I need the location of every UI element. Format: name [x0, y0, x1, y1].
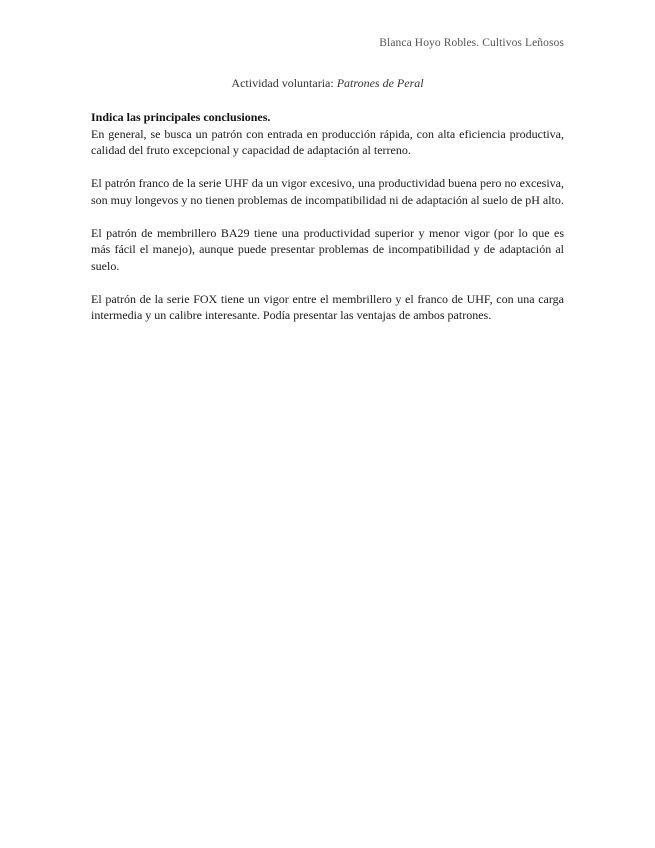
paragraph-ba29: El patrón de membrillero BA29 tiene una productividad superior y menor vigor (por lo que es más fácil el manejo), aunque puede presentar problemas de incompatibilidad y de adaptación al suelo. — [91, 225, 564, 273]
document-body — [91, 109, 564, 340]
title-prefix: Actividad voluntaria: — [231, 76, 337, 90]
document-title — [0, 76, 655, 91]
section-heading: Indica las principales conclusiones. — [91, 110, 271, 124]
paragraph-fox: El patrón de la serie FOX tiene un vigor entre el membrillero y el franco de UHF, con una carga intermedia y un calibre interesante. Podía presentar las ventajas de ambos patrones. — [91, 291, 564, 322]
title-italic: Patrones de Peral — [336, 76, 424, 90]
running-header: Blanca Hoyo Robles. Cultivos Leñosos — [379, 37, 564, 49]
paragraph-intro: En general, se busca un patrón con entrada en producción rápida, con alta eficiencia productiva, calidad del fruto excepcional y capacidad de adaptación al terreno. — [91, 126, 564, 157]
paragraph-uhf: El patrón franco de la serie UHF da un vigor excesivo, una productividad buena pero no excesiva, son muy longevos y no tienen problemas de incompatibilidad ni de adaptación al suelo de pH alto. — [91, 176, 564, 207]
